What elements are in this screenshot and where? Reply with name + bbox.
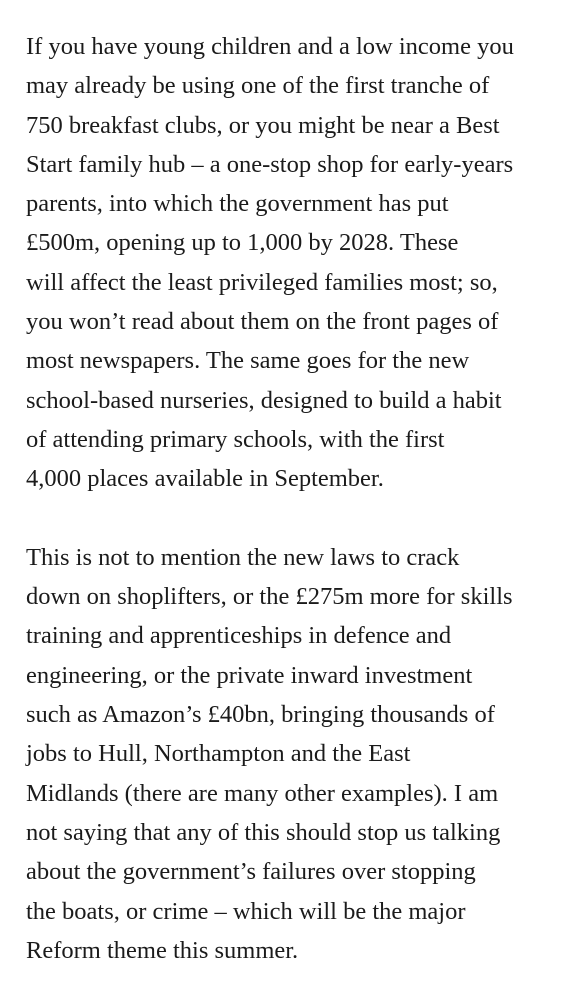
paragraph-line: school-based nurseries, designed to build a habit xyxy=(26,386,502,414)
paragraph-line: such as Amazon’s £40bn, bringing thousands of xyxy=(26,701,495,729)
paragraph-line: This is not to mention the new laws to crack xyxy=(26,543,460,571)
paragraph-1 xyxy=(26,27,566,499)
paragraph-line: training and apprenticeships in defence and xyxy=(26,622,452,650)
paragraph-line: will affect the least privileged families most; so, xyxy=(26,268,498,296)
paragraph-line: down on shoplifters, or the £275m more for skills xyxy=(26,583,513,611)
paragraph-line: £500m, opening up to 1,000 by 2028. These xyxy=(26,229,459,257)
paragraph-line: the boats, or crime – which will be the major xyxy=(26,897,466,925)
paragraph-line: parents, into which the government has put xyxy=(26,190,449,218)
paragraph-line: jobs to Hull, Northampton and the East xyxy=(26,740,411,768)
paragraph-line: Reform theme this summer. xyxy=(26,936,299,964)
paragraph-2 xyxy=(26,538,566,970)
paragraph-line: about the government’s failures over stopping xyxy=(26,858,476,886)
paragraph-line: 4,000 places available in September. xyxy=(26,465,384,493)
paragraph-line: most newspapers. The same goes for the new xyxy=(26,347,470,375)
paragraph-line: engineering, or the private inward investment xyxy=(26,661,473,689)
paragraph-line: 750 breakfast clubs, or you might be near a Best xyxy=(26,111,500,139)
paragraph-line: Midlands (there are many other examples). I am xyxy=(26,779,499,807)
paragraph-line: If you have young children and a low income you xyxy=(26,33,514,60)
paragraph-line: you won’t read about them on the front pages of xyxy=(26,308,499,336)
paragraph-line: not saying that any of this should stop us talking xyxy=(26,818,501,846)
paragraph-line: of attending primary schools, with the first xyxy=(26,425,445,453)
paragraph-line: Start family hub – a one-stop shop for early-years xyxy=(26,150,514,178)
article-body xyxy=(26,27,566,970)
paragraph-line: may already be using one of the first tranche of xyxy=(26,72,490,100)
